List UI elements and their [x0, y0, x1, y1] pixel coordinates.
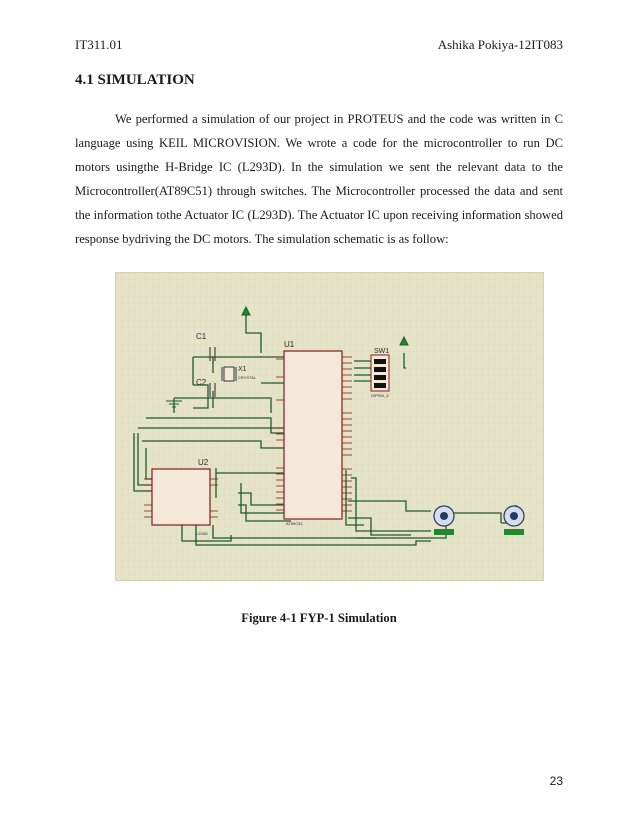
dipsw-label: DIPSW_4 [371, 393, 389, 398]
header-course-code: IT311.01 [75, 37, 123, 52]
x1-label: X1 [238, 366, 247, 373]
section-title: 4.1 SIMULATION [75, 72, 195, 88]
u2-label: U2 [198, 458, 209, 467]
h-bridge-u2 [144, 469, 218, 525]
section-paragraph: We performed a simulation of our project in PROTEUS and the code was written in C language using KEIL MICROVISION. We wrote a code for the microcontroller to run DC motors usingthe H-Bridge IC (L293D). In the simulation we sent the relevant data to the Microcontroller(AT89C51) through switches. The Microcontroller processed the data and sent the information tothe Actuator IC (L293D). The Actuator IC upon receiving information showed response bydriving the DC motors. The simulation schematic is as follow: [75, 112, 563, 246]
l293d-label: L293D [196, 531, 208, 536]
c1-label: C1 [196, 332, 207, 341]
figure-caption: Figure 4-1 FYP-1 Simulation [241, 611, 397, 625]
sw1-label: SW1 [374, 348, 390, 355]
dc-motor-2 [504, 506, 524, 535]
dip-switch-sw1 [371, 355, 389, 391]
crystal-x1 [222, 367, 236, 381]
u1-label: U1 [284, 340, 295, 349]
simulation-schematic-figure [115, 272, 544, 581]
microcontroller-u1 [276, 351, 352, 519]
crystal-label: CRYSTAL [238, 375, 257, 380]
at89c51-label: AT89C51 [286, 521, 303, 526]
schematic-drawing [116, 273, 543, 580]
c2-label: C2 [196, 378, 207, 387]
dc-motor-1 [434, 506, 454, 535]
header-author: Ashika Pokiya-12IT083 [437, 37, 563, 52]
page-number: 23 [549, 774, 563, 788]
